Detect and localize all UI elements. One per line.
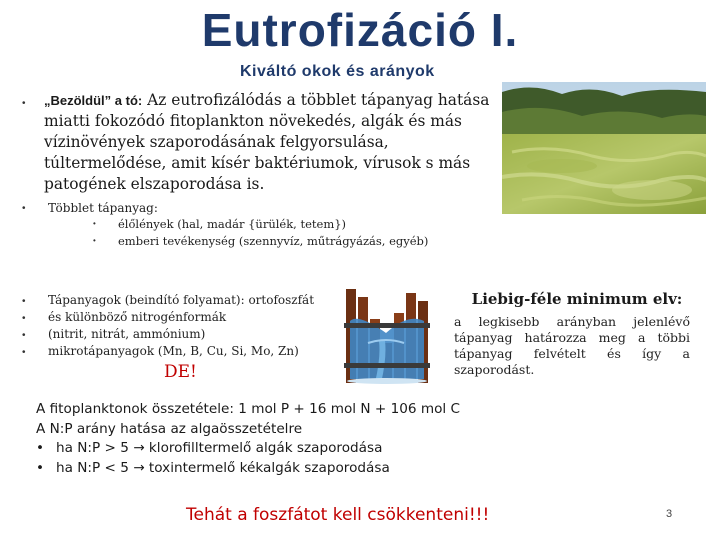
nutrient-line: Tápanyagok (beindító folyamat): ortofoszfát [48,293,315,307]
de-label: DE! [164,362,197,382]
bullet: • [22,347,26,358]
np-item-text: ha N:P < 5 → toxintermelő kékalgák szaporodása [56,459,390,476]
eutrophication-definition [44,90,496,195]
bullet: • [22,296,26,307]
page-number: 3 [666,508,673,520]
pond-photo [502,82,706,214]
liebig-title: Liebig-féle minimum elv: [471,290,683,308]
nutrient-line: mikrotápanyagok (Mn, B, Cu, Si, Mo, Zn) [48,344,299,358]
np-item [36,439,536,459]
excess-label: Többlet tápanyag: [48,201,158,215]
composition-line: A fitoplanktonok összetétele: 1 mol P + 16 mol N + 106 mol C [36,401,460,417]
excess-item: emberi tevékenység (szennyvíz, műtrágyázás, egyéb) [118,234,429,248]
bullet: • [22,313,26,324]
slide-title: Eutrofizáció I. [201,4,519,56]
bullet: • [93,236,96,245]
np-ratio-line: A N:P arány hatása az algaösszetételre [36,420,303,437]
conclusion: Tehát a foszfátot kell csökkenteni!!! [186,505,490,525]
nutrient-line: és különböző nitrogénformák [48,310,227,324]
bullet: • [22,203,26,214]
np-item [36,459,536,479]
composition-block [36,400,536,478]
excess-item: élőlények (hal, madár {ürülék, tetem}) [118,217,347,231]
liebig-text: a legkisebb arányban jelenlévő tápanyag határozza meg a többi tápanyag felvételt és így a szaporodást. [454,314,690,377]
np-item-text: ha N:P > 5 → klorofilltermelő algák szaporodása [56,440,383,456]
bullet: • [36,459,45,476]
bullet: • [36,440,45,456]
bullet: • [93,219,96,228]
bullet: • [22,98,26,109]
nutrient-line: (nitrit, nitrát, ammónium) [48,327,206,341]
definition-text: Az eutrofizálódás a többlet tápanyag hatása miatti fokozódó fitoplankton növekedés, algák és más vízinövények szaporodásának felgyorsulása, túltermelődése, amit kísér baktériumok, vírusok s más patogének elszaporodása is. [44,91,490,193]
slide-subtitle: Kiváltó okok és arányok [240,63,435,80]
bullet: • [22,330,26,341]
barrel-illustration [338,283,436,385]
definition-lead: „Bezöldül” a tó: [44,93,143,108]
